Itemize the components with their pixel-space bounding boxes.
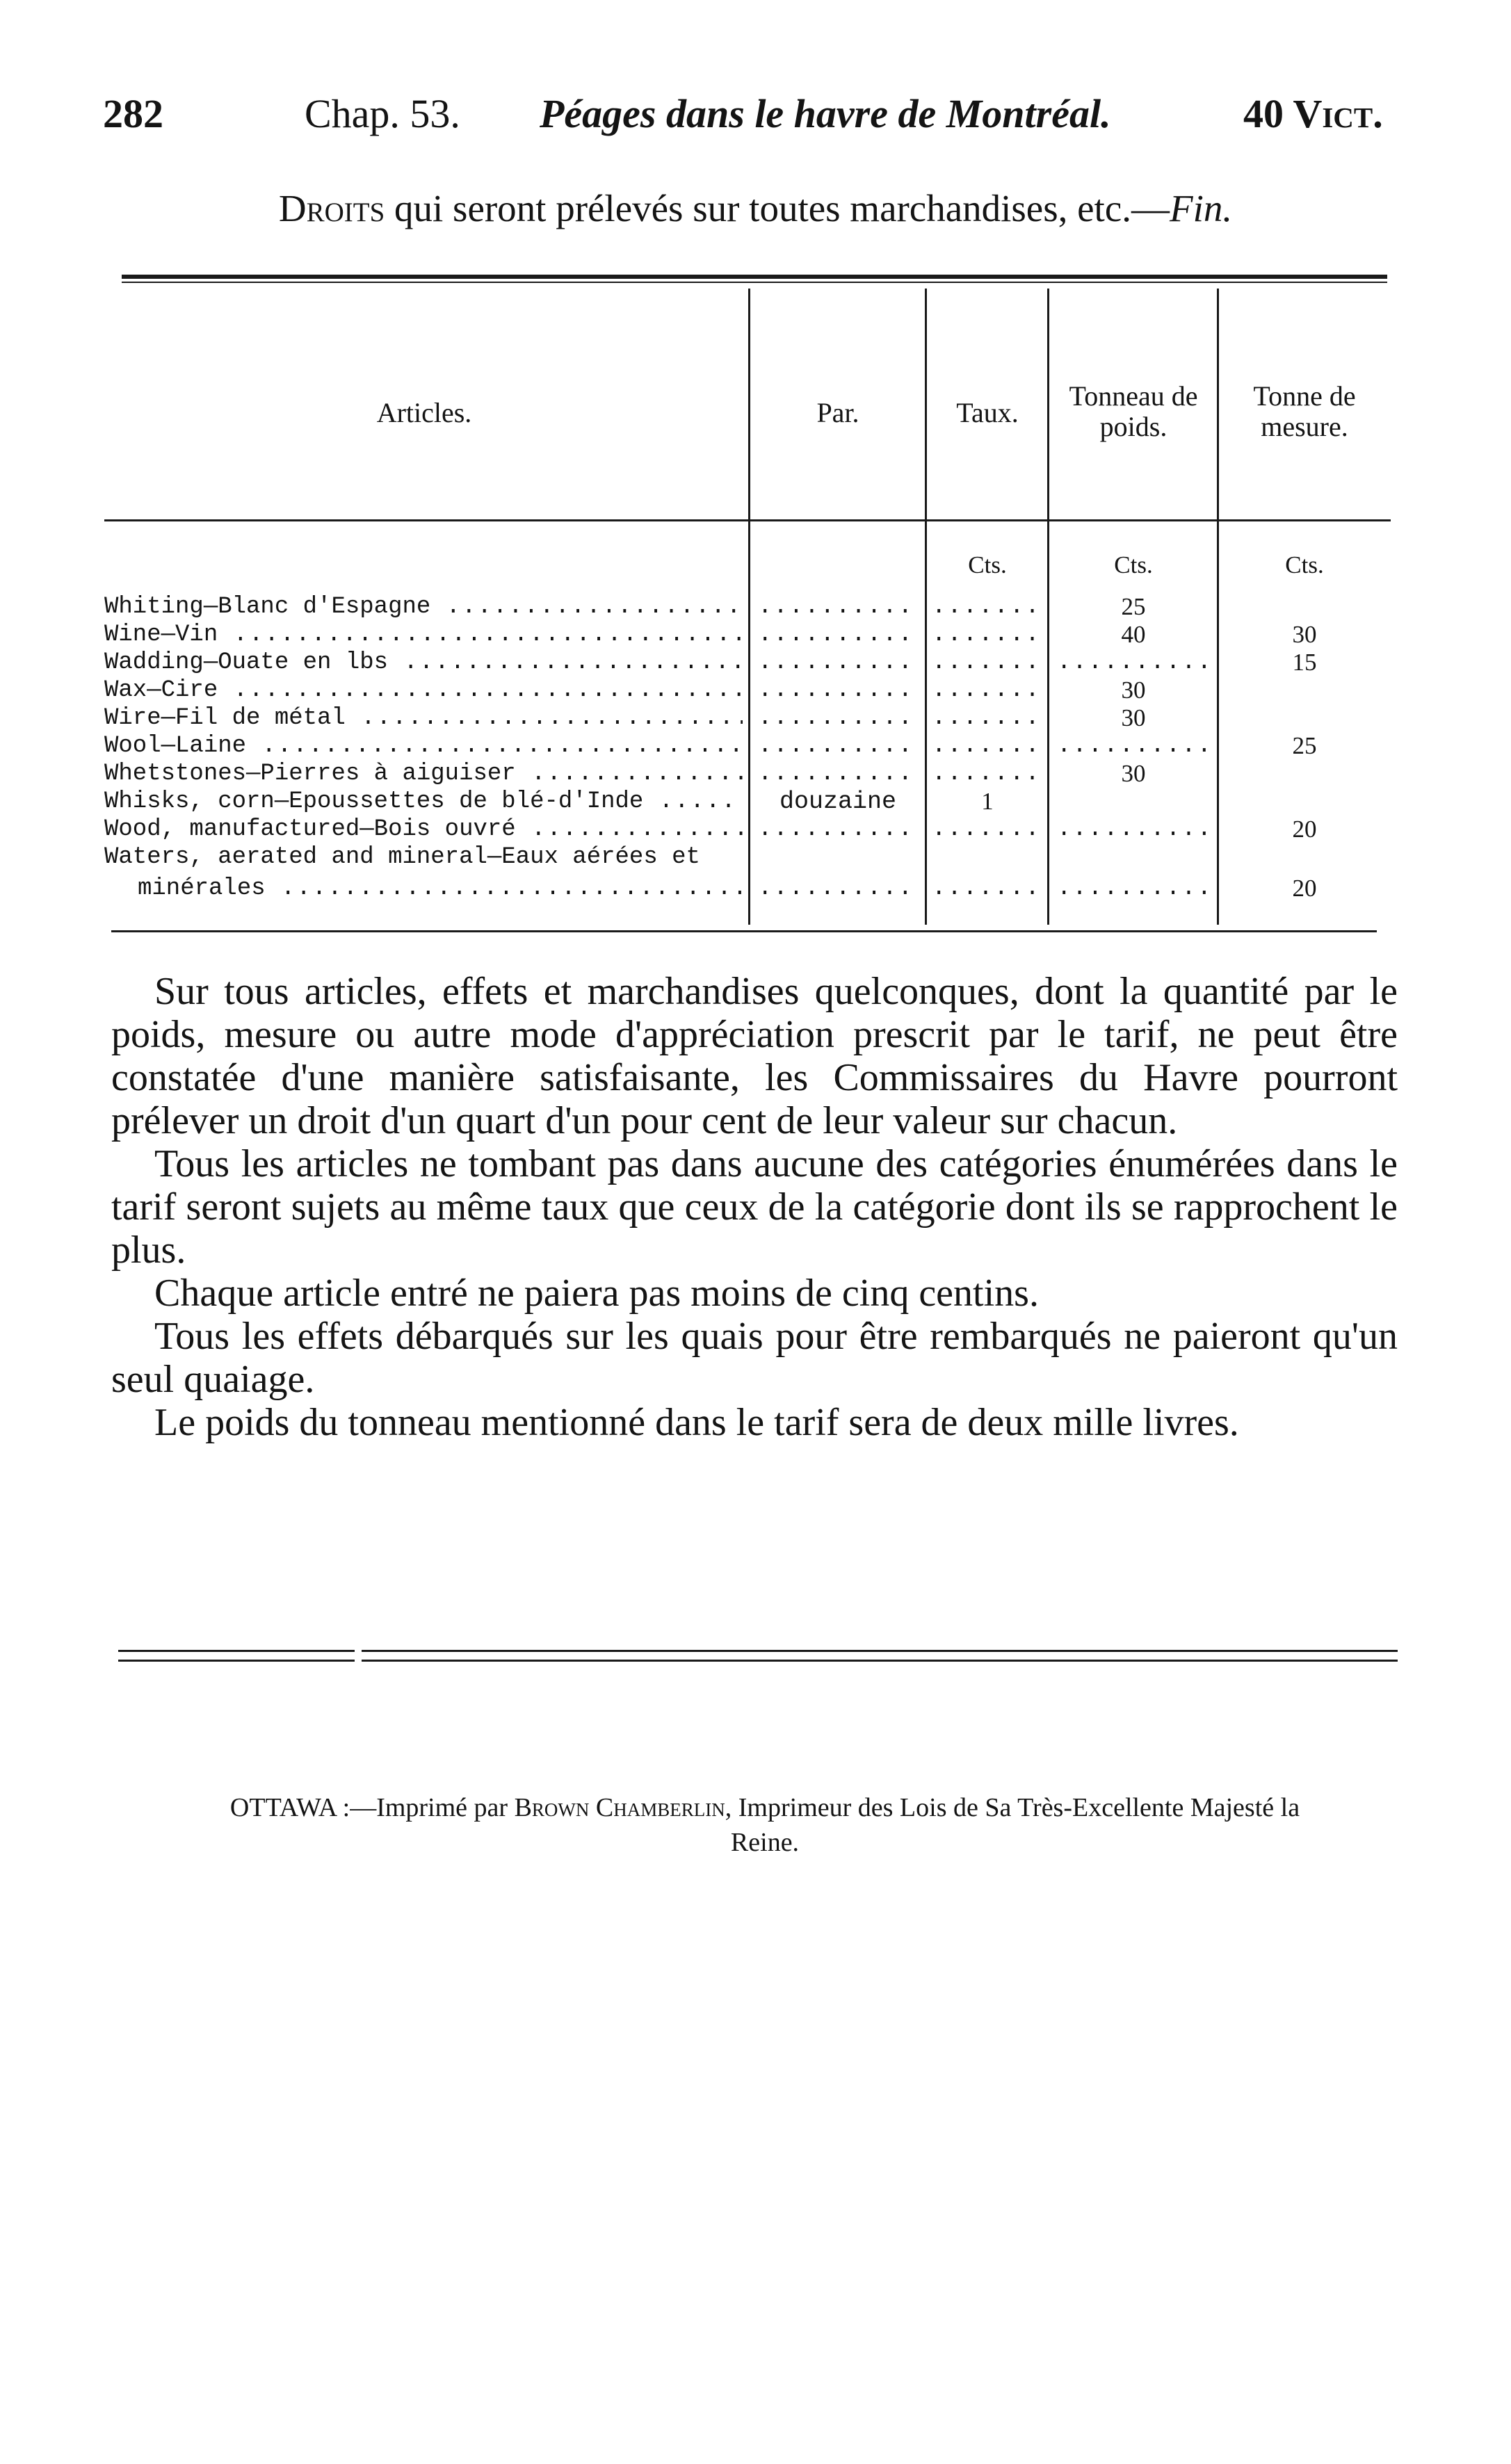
paragraph: Le poids du tonneau mentionné dans le tarif sera de deux mille livres.: [154, 1401, 1239, 1444]
row-tonneau-leader: [1057, 649, 1211, 676]
row-tonneau: 30: [1121, 704, 1146, 731]
row-tonne: 30: [1292, 621, 1317, 648]
row-par-leader: [758, 676, 918, 704]
table-row: [104, 621, 1391, 649]
page-number: 282: [103, 91, 163, 136]
row-par-leader: [758, 816, 918, 843]
table-row: [104, 732, 1391, 760]
tariff-rows: [104, 593, 1391, 920]
row-tonneau: 40: [1121, 621, 1146, 648]
row-par-leader: [758, 649, 918, 676]
paragraph: Chaque article entré ne paiera pas moins de cinq centins.: [154, 1272, 1039, 1315]
row-par: douzaine: [779, 788, 897, 816]
paragraph: Tous les articles ne tombant pas dans aucune des catégories énumérées dans le tarif seront sujets au même taux que ceux de la catégorie dont ils se rapprochent le plus.: [111, 1142, 1398, 1272]
row-par-leader: [758, 593, 918, 621]
row-article: Wire—Fil de métal .....: [104, 704, 743, 732]
table-subtitle: [0, 181, 1511, 236]
row-article: Wadding—Ouate en lbs .....: [104, 649, 743, 676]
imprint-printer: Brown Chamberlin: [514, 1793, 725, 1822]
table-row: [104, 788, 1391, 816]
row-taux-leader: [932, 593, 1043, 621]
unit-tonne: Cts.: [1285, 551, 1324, 578]
paragraph: Sur tous articles, effets et marchandises quelconques, dont la quantité par le poids, mesure ou autre mode d'appréciation prescrit par le tarif, ne peut être constatée d'une manière satisfaisante, les Commissaires du Havre pourront prélever un droit d'un quart d'un pour cent de leur valeur sur chacun.: [111, 970, 1398, 1142]
header-bottom-rule: [104, 519, 1391, 521]
row-tonneau: 30: [1121, 760, 1146, 787]
closing-rule-right: [362, 1660, 1398, 1662]
subtitle-fin: Fin.: [1169, 187, 1233, 229]
table-row: [104, 593, 1391, 621]
table-bottom-rule: [111, 930, 1377, 932]
col-header-tonneau: Tonneau de poids.: [1069, 380, 1198, 442]
row-tonne: 15: [1292, 649, 1317, 676]
body-text: [111, 970, 1398, 1444]
table-row: [104, 875, 1391, 902]
closing-rule-left: [118, 1650, 355, 1652]
row-taux-leader: [932, 649, 1043, 676]
row-par-leader: [758, 760, 918, 788]
paragraph: Tous les effets débarqués sur les quais pour être rembarqués ne paieront qu'un seul quaiage.: [111, 1315, 1398, 1401]
table-top-rule-thin: [122, 282, 1387, 283]
row-taux-leader: [932, 875, 1043, 902]
col-header-tonne: Tonne de mesure.: [1253, 380, 1356, 442]
regnal-year: 40 Vict.: [1243, 91, 1383, 136]
row-par-leader: [758, 875, 918, 902]
unit-taux: Cts.: [968, 551, 1007, 578]
row-article: Whiting—Blanc d'Espagne .....: [104, 593, 743, 621]
imprint-place: OTTAWA :—Imprimé par: [229, 1793, 515, 1822]
row-tonneau: 25: [1121, 593, 1146, 620]
row-taux-leader: [932, 704, 1043, 732]
row-par-leader: [758, 732, 918, 760]
table-row: [104, 649, 1391, 676]
table-row: [104, 676, 1391, 704]
row-article: minérales .....: [138, 875, 743, 902]
row-tonneau-leader: [1057, 816, 1211, 843]
table-row: [104, 843, 1391, 871]
row-article: Whisks, corn—Epoussettes de blé-d'Inde .....: [104, 788, 743, 816]
row-taux: 1: [981, 788, 994, 815]
table-top-rule: [122, 275, 1387, 279]
row-article: Wood, manufactured—Bois ouvré .....: [104, 816, 743, 843]
printer-imprint: [209, 1790, 1321, 1860]
chapter-label: Chap. 53.: [305, 91, 460, 136]
table-row: [104, 704, 1391, 732]
col-header-taux: Taux.: [956, 397, 1019, 428]
row-taux-leader: [932, 732, 1043, 760]
row-tonneau-leader: [1057, 732, 1211, 760]
row-taux-leader: [932, 676, 1043, 704]
closing-rule-right: [362, 1650, 1398, 1652]
row-article: Waters, aerated and mineral—Eaux aérées et: [104, 844, 700, 870]
row-taux-leader: [932, 760, 1043, 788]
row-taux-leader: [932, 816, 1043, 843]
row-par-leader: [758, 621, 918, 649]
row-taux-leader: [932, 621, 1043, 649]
running-title: Péages dans le havre de Montréal.: [540, 91, 1111, 136]
unit-tonneau: Cts.: [1114, 551, 1153, 578]
subtitle-droits: Droits: [278, 187, 385, 229]
closing-rule-left: [118, 1660, 355, 1662]
col-header-par: Par.: [816, 397, 859, 428]
row-tonneau: 30: [1121, 676, 1146, 704]
table-row: [104, 816, 1391, 843]
row-tonne: 20: [1292, 875, 1317, 902]
row-tonneau-leader: [1057, 875, 1211, 902]
row-article: Whetstones—Pierres à aiguiser .....: [104, 760, 743, 788]
row-article: Wine—Vin .....: [104, 621, 743, 649]
col-header-articles: Articles.: [376, 397, 472, 428]
row-tonne: 20: [1292, 816, 1317, 843]
subtitle-text: qui seront prélevés sur toutes marchandises, etc.—: [385, 187, 1170, 229]
row-article: Wool—Laine .....: [104, 732, 743, 760]
row-tonne: 25: [1292, 732, 1317, 759]
imprint-rest: , Imprimeur des Lois de Sa Très-Excellente Majesté la Reine.: [725, 1793, 1300, 1857]
row-article: Wax—Cire .....: [104, 676, 743, 704]
row-par-leader: [758, 704, 918, 732]
table-row: [104, 760, 1391, 788]
